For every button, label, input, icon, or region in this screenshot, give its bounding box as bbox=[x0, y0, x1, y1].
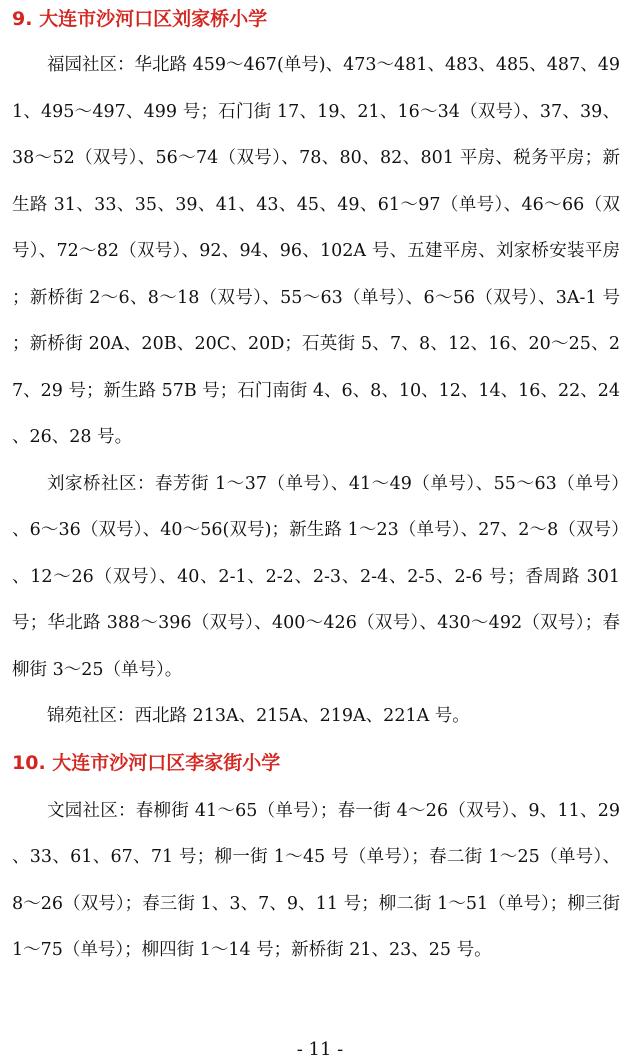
school-section-9 bbox=[12, 6, 620, 740]
community-paragraph-jinyuan: 锦苑社区：西北路 213A、215A、219A、221A 号。 bbox=[47, 706, 470, 726]
community-paragraph-fuyuan: 福园社区：华北路 459～467(单号)、473～481、483、485、487、491、495～497、499 号；石门街 17、19、21、16～34（双号）、37、39、38～52（双号）、56～74（双号）、78、80、82、801 平房、税务平房；新生路 31、33、35、39、41、43、45、49、61～97（单号）、46～66（双号）、72～82（双号）、92、94、96、102A 号、五建平房、刘家桥安装平房；新桥街 2～6、8～18（双号）、55～63（单号）、6～56（双号）、3A-1 号；新桥街 20A、20B、20C、20D；石英街 5、7、8、12、16、20～25、27、29 号；新生路 57B 号；石门南街 4、6、8、10、12、14、16、22、24、26、28 号。 bbox=[12, 55, 620, 447]
community-paragraph-liujiaqiao: 刘家桥社区：春芳街 1～37（单号）、41～49（单号）、55～63（单号）、6～36（双号）、40～56(双号)；新生路 1～23（单号）、27、2～8（双号）、12～26（双号）、40、2-1、2-2、2-3、2-4、2-5、2-6 号；香周路 301 号；华北路 388～396（双号）、400～426（双号）、430～492（双号）；春柳街 3～25（单号）。 bbox=[12, 473, 620, 680]
section-title: 大连市沙河口区刘家桥小学 bbox=[39, 8, 268, 30]
section-title: 大连市沙河口区李家街小学 bbox=[52, 751, 281, 774]
section-number: 9. bbox=[12, 8, 33, 30]
section-number: 10. bbox=[12, 751, 46, 774]
section-heading bbox=[12, 6, 620, 32]
community-paragraph-wenyuan: 文园社区：春柳街 41～65（单号）；春一街 4～26（双号）、9、11、29、33、61、67、71 号；柳一街 1～45 号（单号）；春二街 1～25（单号）、8～26（双号）；春三街 1、3、7、9、11 号；柳二街 1～51（单号）；柳三街 1～75（单号）；柳四街 1～14 号；新桥街 21、23、25 号。 bbox=[12, 800, 620, 960]
section-heading bbox=[12, 750, 620, 776]
school-section-10 bbox=[12, 750, 620, 974]
page-number: - 11 - bbox=[296, 1039, 344, 1060]
